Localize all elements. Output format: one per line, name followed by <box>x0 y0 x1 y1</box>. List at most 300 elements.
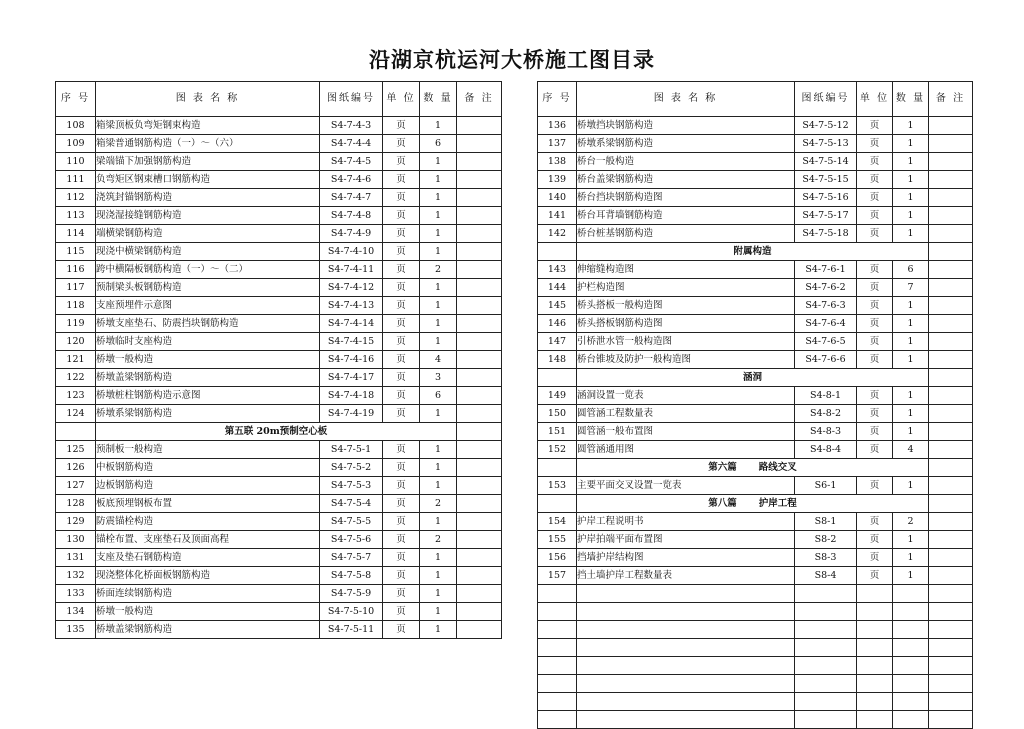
drawing-code: S4-8-3 <box>795 423 857 441</box>
header-qty: 数 量 <box>420 82 457 117</box>
quantity-cell: 3 <box>420 369 457 387</box>
unit-cell: 页 <box>383 279 420 297</box>
table-row <box>538 405 973 423</box>
header-code: 图纸编号 <box>795 82 857 117</box>
drawing-code: S4-7-5-15 <box>795 171 857 189</box>
drawing-code: S4-7-4-16 <box>320 351 383 369</box>
remark-cell <box>457 207 502 225</box>
drawing-name: 桥墩临时支座构造 <box>96 333 320 351</box>
blank-cell <box>577 603 795 621</box>
unit-cell: 页 <box>857 261 893 279</box>
remark-cell <box>929 207 973 225</box>
remark-cell <box>457 225 502 243</box>
section-no-cell <box>538 243 577 261</box>
row-number: 146 <box>538 315 577 333</box>
section-row <box>538 369 973 387</box>
drawing-code: S4-8-2 <box>795 405 857 423</box>
quantity-cell: 1 <box>420 513 457 531</box>
drawing-code: S4-7-6-4 <box>795 315 857 333</box>
remark-cell <box>457 351 502 369</box>
quantity-cell: 1 <box>893 387 929 405</box>
remark-cell <box>929 333 973 351</box>
section-title <box>96 423 457 441</box>
table-row <box>538 477 973 495</box>
remark-cell <box>457 315 502 333</box>
blank-cell <box>893 603 929 621</box>
table-row <box>56 585 502 603</box>
unit-cell: 页 <box>857 477 893 495</box>
quantity-cell: 1 <box>420 567 457 585</box>
blank-cell <box>538 621 577 639</box>
drawing-name: 桥墩桩柱钢筋构造示意图 <box>96 387 320 405</box>
remark-cell <box>929 423 973 441</box>
unit-cell: 页 <box>857 207 893 225</box>
unit-cell: 页 <box>857 405 893 423</box>
blank-cell <box>577 585 795 603</box>
remark-cell <box>457 441 502 459</box>
unit-cell: 页 <box>383 207 420 225</box>
quantity-cell: 1 <box>893 423 929 441</box>
remark-cell <box>929 135 973 153</box>
quantity-cell: 1 <box>893 351 929 369</box>
unit-cell: 页 <box>383 441 420 459</box>
section-no-cell <box>56 423 96 441</box>
remark-cell <box>457 135 502 153</box>
blank-cell <box>795 603 857 621</box>
blank-cell <box>795 621 857 639</box>
drawing-code: S4-7-5-3 <box>320 477 383 495</box>
table-row <box>538 171 973 189</box>
drawing-code: S4-7-5-9 <box>320 585 383 603</box>
row-number: 112 <box>56 189 96 207</box>
row-number: 109 <box>56 135 96 153</box>
row-number: 139 <box>538 171 577 189</box>
table-row <box>56 567 502 585</box>
table-row <box>538 261 973 279</box>
table-header-row <box>538 82 973 117</box>
section-no-cell <box>538 369 577 387</box>
drawing-code: S8-3 <box>795 549 857 567</box>
unit-cell: 页 <box>857 171 893 189</box>
section-subtitle-text: 路线交叉 <box>758 461 797 473</box>
quantity-cell: 6 <box>893 261 929 279</box>
quantity-cell: 1 <box>420 225 457 243</box>
drawing-code: S4-7-6-3 <box>795 297 857 315</box>
drawing-name: 圆管涵工程数量表 <box>577 405 795 423</box>
drawing-name: 现浇湿接缝钢筋构造 <box>96 207 320 225</box>
header-qty: 数 量 <box>893 82 929 117</box>
quantity-cell: 1 <box>420 315 457 333</box>
section-no-cell <box>538 459 577 477</box>
table-row <box>56 189 502 207</box>
quantity-cell: 1 <box>420 405 457 423</box>
drawing-code: S4-7-6-5 <box>795 333 857 351</box>
drawing-name: 预制板一般构造 <box>96 441 320 459</box>
remark-cell <box>457 369 502 387</box>
blank-row <box>538 693 973 711</box>
row-number: 151 <box>538 423 577 441</box>
drawing-name: 中板钢筋构造 <box>96 459 320 477</box>
row-number: 153 <box>538 477 577 495</box>
quantity-cell: 1 <box>893 189 929 207</box>
drawing-index-table-right <box>537 81 973 729</box>
unit-cell: 页 <box>857 441 893 459</box>
drawing-code: S4-7-4-18 <box>320 387 383 405</box>
blank-cell <box>795 585 857 603</box>
quantity-cell: 7 <box>893 279 929 297</box>
row-number: 140 <box>538 189 577 207</box>
unit-cell: 页 <box>857 351 893 369</box>
quantity-cell: 1 <box>893 567 929 585</box>
unit-cell: 页 <box>857 135 893 153</box>
header-unit: 单 位 <box>383 82 420 117</box>
table-row <box>56 477 502 495</box>
blank-row <box>538 585 973 603</box>
unit-cell: 页 <box>383 225 420 243</box>
row-number: 119 <box>56 315 96 333</box>
section-title-text: 第八篇 <box>708 497 737 509</box>
unit-cell: 页 <box>383 405 420 423</box>
unit-cell: 页 <box>383 369 420 387</box>
blank-cell <box>929 711 973 729</box>
unit-cell: 页 <box>383 459 420 477</box>
drawing-name: 锚栓布置、支座垫石及顶面高程 <box>96 531 320 549</box>
drawing-name: 支座预埋件示意图 <box>96 297 320 315</box>
table-row <box>538 135 973 153</box>
blank-cell <box>929 639 973 657</box>
drawing-code: S4-7-4-8 <box>320 207 383 225</box>
drawing-code: S4-7-5-13 <box>795 135 857 153</box>
quantity-cell: 2 <box>420 495 457 513</box>
row-number: 117 <box>56 279 96 297</box>
drawing-name: 现浇中横梁钢筋构造 <box>96 243 320 261</box>
drawing-name: 护岸工程说明书 <box>577 513 795 531</box>
table-row <box>538 117 973 135</box>
section-remark-cell <box>929 369 973 387</box>
section-title-text: 附属构造 <box>733 245 772 257</box>
drawing-name: 桥头搭板一般构造图 <box>577 297 795 315</box>
remark-cell <box>457 153 502 171</box>
drawing-code: S4-7-4-7 <box>320 189 383 207</box>
row-number: 152 <box>538 441 577 459</box>
row-number: 120 <box>56 333 96 351</box>
unit-cell: 页 <box>857 189 893 207</box>
blank-cell <box>538 603 577 621</box>
remark-cell <box>457 495 502 513</box>
quantity-cell: 2 <box>893 513 929 531</box>
drawing-name: 桥墩一般构造 <box>96 603 320 621</box>
unit-cell: 页 <box>383 549 420 567</box>
unit-cell: 页 <box>857 279 893 297</box>
blank-row <box>538 675 973 693</box>
drawing-name: 端横梁钢筋构造 <box>96 225 320 243</box>
unit-cell: 页 <box>857 513 893 531</box>
blank-cell <box>577 621 795 639</box>
remark-cell <box>929 297 973 315</box>
drawing-code: S4-7-5-2 <box>320 459 383 477</box>
row-number: 110 <box>56 153 96 171</box>
unit-cell: 页 <box>383 351 420 369</box>
quantity-cell: 1 <box>420 459 457 477</box>
remark-cell <box>457 585 502 603</box>
quantity-cell: 2 <box>420 531 457 549</box>
blank-cell <box>857 675 893 693</box>
row-number: 127 <box>56 477 96 495</box>
drawing-code: S4-7-5-7 <box>320 549 383 567</box>
drawing-code: S4-7-4-14 <box>320 315 383 333</box>
table-row <box>56 117 502 135</box>
remark-cell <box>457 549 502 567</box>
drawing-code: S4-7-4-15 <box>320 333 383 351</box>
unit-cell: 页 <box>383 603 420 621</box>
quantity-cell: 1 <box>420 333 457 351</box>
quantity-cell: 1 <box>420 477 457 495</box>
drawing-code: S4-7-5-1 <box>320 441 383 459</box>
drawing-code: S4-8-1 <box>795 387 857 405</box>
unit-cell: 页 <box>383 333 420 351</box>
quantity-cell: 1 <box>893 549 929 567</box>
drawing-name: 引桥泄水管一般构造图 <box>577 333 795 351</box>
quantity-cell: 1 <box>420 441 457 459</box>
blank-cell <box>893 693 929 711</box>
drawing-name: 预制梁头板钢筋构造 <box>96 279 320 297</box>
remark-cell <box>929 513 973 531</box>
table-row <box>538 225 973 243</box>
unit-cell: 页 <box>383 621 420 639</box>
table-row <box>538 351 973 369</box>
row-number: 154 <box>538 513 577 531</box>
section-subtitle-text: 护岸工程 <box>758 497 797 509</box>
remark-cell <box>929 261 973 279</box>
drawing-name: 防震锚栓构造 <box>96 513 320 531</box>
remark-cell <box>929 405 973 423</box>
drawing-name: 圆管涵一般布置图 <box>577 423 795 441</box>
drawing-code: S4-7-5-16 <box>795 189 857 207</box>
remark-cell <box>457 603 502 621</box>
section-remark-cell <box>929 459 973 477</box>
unit-cell: 页 <box>857 423 893 441</box>
section-row <box>56 423 502 441</box>
quantity-cell: 4 <box>420 351 457 369</box>
row-number: 113 <box>56 207 96 225</box>
drawing-name: 护栏构造图 <box>577 279 795 297</box>
table-row <box>56 603 502 621</box>
quantity-cell: 1 <box>420 621 457 639</box>
remark-cell <box>457 243 502 261</box>
remark-cell <box>929 117 973 135</box>
drawing-code: S4-8-4 <box>795 441 857 459</box>
quantity-cell: 1 <box>420 603 457 621</box>
blank-cell <box>795 693 857 711</box>
unit-cell: 页 <box>383 513 420 531</box>
drawing-code: S4-7-5-10 <box>320 603 383 621</box>
drawing-name: 桥墩系梁钢筋构造 <box>577 135 795 153</box>
drawing-code: S4-7-4-11 <box>320 261 383 279</box>
blank-cell <box>929 621 973 639</box>
drawing-code: S6-1 <box>795 477 857 495</box>
drawing-name: 板底预埋钢板布置 <box>96 495 320 513</box>
section-row <box>538 495 973 513</box>
table-row <box>538 333 973 351</box>
row-number: 122 <box>56 369 96 387</box>
remark-cell <box>457 405 502 423</box>
unit-cell: 页 <box>857 333 893 351</box>
blank-cell <box>929 585 973 603</box>
table-row <box>56 279 502 297</box>
quantity-cell: 1 <box>420 189 457 207</box>
unit-cell: 页 <box>383 567 420 585</box>
drawing-name: 桥台挡块钢筋构造图 <box>577 189 795 207</box>
blank-cell <box>929 675 973 693</box>
remark-cell <box>457 459 502 477</box>
row-number: 148 <box>538 351 577 369</box>
table-row <box>56 135 502 153</box>
unit-cell: 页 <box>857 387 893 405</box>
quantity-cell: 1 <box>893 333 929 351</box>
drawing-name: 负弯矩区钢束槽口钢筋构造 <box>96 171 320 189</box>
table-row <box>56 621 502 639</box>
quantity-cell: 1 <box>420 549 457 567</box>
table-row <box>56 441 502 459</box>
quantity-cell: 6 <box>420 387 457 405</box>
quantity-cell: 1 <box>893 225 929 243</box>
drawing-code: S4-7-5-5 <box>320 513 383 531</box>
quantity-cell: 1 <box>893 297 929 315</box>
quantity-cell: 1 <box>420 585 457 603</box>
remark-cell <box>457 387 502 405</box>
drawing-name: 圆管涵通用图 <box>577 441 795 459</box>
unit-cell: 页 <box>383 261 420 279</box>
table-row <box>56 243 502 261</box>
blank-cell <box>857 693 893 711</box>
drawing-code: S4-7-5-4 <box>320 495 383 513</box>
page-title: 沿湖京杭运河大桥施工图目录 <box>369 47 655 72</box>
header-code: 图纸编号 <box>320 82 383 117</box>
header-remark: 备 注 <box>929 82 973 117</box>
blank-cell <box>795 657 857 675</box>
drawing-code: S8-4 <box>795 567 857 585</box>
drawing-name: 箱梁普通钢筋构造（一）～（六） <box>96 135 320 153</box>
section-remark-cell <box>929 243 973 261</box>
row-number: 138 <box>538 153 577 171</box>
header-name: 图 表 名 称 <box>96 82 320 117</box>
blank-cell <box>893 711 929 729</box>
remark-cell <box>457 333 502 351</box>
table-row <box>538 531 973 549</box>
table-row <box>56 297 502 315</box>
table-body <box>56 117 502 639</box>
drawing-name: 桥墩支座垫石、防震挡块钢筋构造 <box>96 315 320 333</box>
quantity-cell: 4 <box>893 441 929 459</box>
drawing-code: S4-7-4-4 <box>320 135 383 153</box>
blank-cell <box>577 657 795 675</box>
drawing-code: S4-7-4-19 <box>320 405 383 423</box>
quantity-cell: 1 <box>420 171 457 189</box>
quantity-cell: 1 <box>893 117 929 135</box>
unit-cell: 页 <box>383 585 420 603</box>
remark-cell <box>929 549 973 567</box>
header-no: 序 号 <box>538 82 577 117</box>
unit-cell: 页 <box>383 387 420 405</box>
blank-cell <box>893 657 929 675</box>
blank-row <box>538 657 973 675</box>
row-number: 137 <box>538 135 577 153</box>
row-number: 150 <box>538 405 577 423</box>
remark-cell <box>457 513 502 531</box>
blank-cell <box>577 675 795 693</box>
quantity-cell: 1 <box>420 207 457 225</box>
blank-cell <box>577 711 795 729</box>
table-row <box>56 531 502 549</box>
row-number: 145 <box>538 297 577 315</box>
row-number: 155 <box>538 531 577 549</box>
row-number: 118 <box>56 297 96 315</box>
remark-cell <box>457 531 502 549</box>
table-row <box>538 549 973 567</box>
table-row <box>56 549 502 567</box>
blank-cell <box>538 675 577 693</box>
drawing-code: S4-7-6-6 <box>795 351 857 369</box>
blank-cell <box>857 621 893 639</box>
table-row <box>56 171 502 189</box>
drawing-name: 现浇整体化桥面板钢筋构造 <box>96 567 320 585</box>
table-row <box>538 153 973 171</box>
row-number: 128 <box>56 495 96 513</box>
table-row <box>56 405 502 423</box>
drawing-name: 浇筑封锚钢筋构造 <box>96 189 320 207</box>
unit-cell: 页 <box>383 297 420 315</box>
remark-cell <box>929 315 973 333</box>
row-number: 129 <box>56 513 96 531</box>
quantity-cell: 1 <box>893 153 929 171</box>
drawing-name: 主要平面交叉设置一览表 <box>577 477 795 495</box>
drawing-code: S4-7-5-8 <box>320 567 383 585</box>
blank-cell <box>538 585 577 603</box>
quantity-cell: 1 <box>893 135 929 153</box>
drawing-name: 箱梁顶板负弯矩钢束构造 <box>96 117 320 135</box>
table-row <box>538 567 973 585</box>
table-row <box>56 261 502 279</box>
drawing-code: S4-7-6-1 <box>795 261 857 279</box>
table-row <box>56 387 502 405</box>
unit-cell: 页 <box>383 531 420 549</box>
drawing-name: 挡墙护岸结构图 <box>577 549 795 567</box>
remark-cell <box>929 387 973 405</box>
section-title-text: 第五联 20m预制空心板 <box>224 425 328 437</box>
row-number: 121 <box>56 351 96 369</box>
blank-cell <box>795 711 857 729</box>
drawing-code: S4-7-4-9 <box>320 225 383 243</box>
blank-cell <box>795 675 857 693</box>
drawing-name: 边板钢筋构造 <box>96 477 320 495</box>
row-number: 124 <box>56 405 96 423</box>
drawing-name: 桥头搭板钢筋构造图 <box>577 315 795 333</box>
blank-cell <box>538 693 577 711</box>
drawing-name: 桥台一般构造 <box>577 153 795 171</box>
drawing-name: 支座及垫石钢筋构造 <box>96 549 320 567</box>
drawing-name: 桥墩盖梁钢筋构造 <box>96 369 320 387</box>
table-row <box>538 279 973 297</box>
drawing-code: S4-7-5-17 <box>795 207 857 225</box>
section-title-text: 涵洞 <box>742 371 762 383</box>
quantity-cell: 1 <box>420 297 457 315</box>
remark-cell <box>929 441 973 459</box>
table-header-row <box>56 82 502 117</box>
unit-cell: 页 <box>857 567 893 585</box>
remark-cell <box>457 621 502 639</box>
quantity-cell: 1 <box>420 279 457 297</box>
blank-cell <box>893 585 929 603</box>
